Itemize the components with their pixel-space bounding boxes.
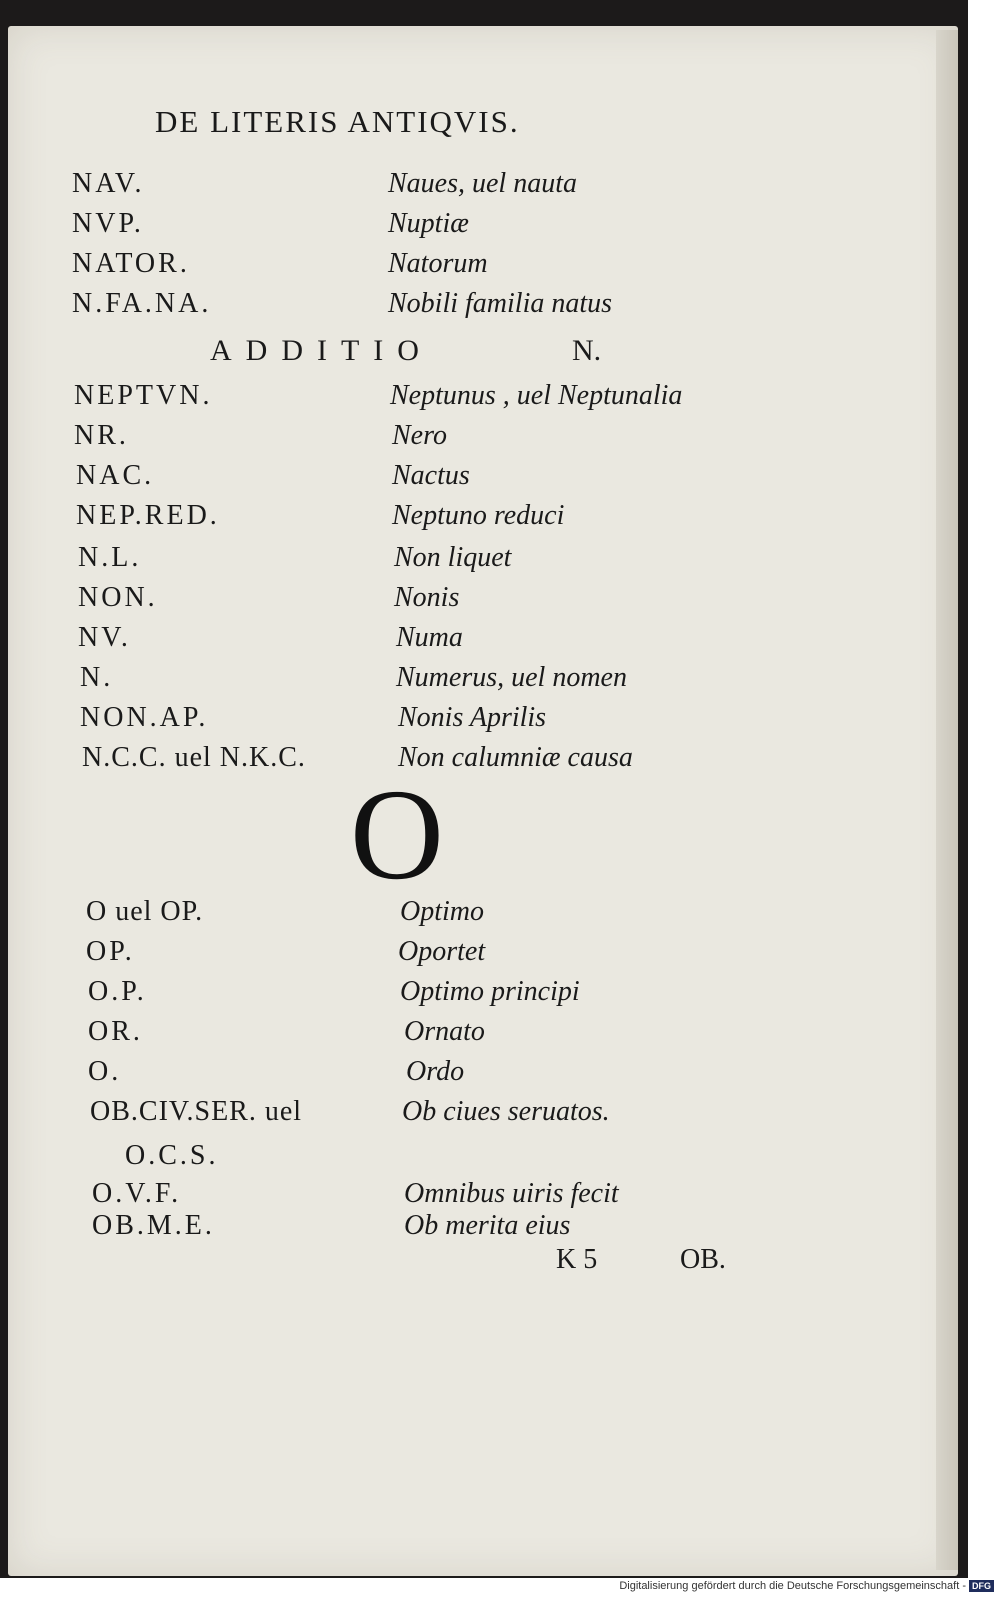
entry-meaning: Nactus xyxy=(392,460,470,491)
entry-abbreviation: O.P. xyxy=(88,976,147,1007)
entry-abbreviation: NAC. xyxy=(76,460,155,491)
entry-meaning: Omnibus uiris fecit xyxy=(404,1178,619,1209)
entry-meaning: Ob ciues seruatos. xyxy=(402,1096,610,1127)
footer-credit xyxy=(619,1580,994,1592)
entry-meaning: Non liquet xyxy=(394,542,512,573)
catchword: OB. xyxy=(680,1244,726,1275)
entry-abbreviation: NATOR. xyxy=(72,248,190,279)
entry-meaning: Ornato xyxy=(404,1016,485,1047)
additio-heading: ADDITIO xyxy=(210,334,433,367)
entry-abbreviation: N. xyxy=(80,662,114,693)
entry-abbreviation: O. xyxy=(88,1056,122,1087)
entry-meaning: Nonis xyxy=(394,582,460,613)
page-edge xyxy=(936,30,958,1570)
entry-abbreviation: O uel OP. xyxy=(86,896,204,927)
entry-meaning: Optimo xyxy=(400,896,484,927)
entry-abbreviation: O.V.F. xyxy=(92,1178,182,1209)
entry-meaning: Nobili familia natus xyxy=(388,288,613,319)
entry-meaning: Nonis Aprilis xyxy=(398,702,547,733)
footer-credit-text: Digitalisierung gefördert durch die Deutsche Forschungsgemeinschaft - xyxy=(619,1580,966,1592)
dfg-logo: DFG xyxy=(969,1580,994,1592)
entry-abbreviation: N.C.C. uel N.K.C. xyxy=(82,742,306,773)
entry-abbreviation: OB.M.E. xyxy=(92,1210,215,1241)
entry-abbreviation: NEP.RED. xyxy=(76,500,220,531)
entry-abbreviation: NAV. xyxy=(72,168,145,199)
entry-abbreviation: OB.CIV.SER. uel xyxy=(90,1096,303,1127)
entry-meaning: Natorum xyxy=(388,248,488,279)
entry-meaning: Oportet xyxy=(398,936,486,967)
entry-meaning: Nuptiæ xyxy=(388,208,469,239)
entry-abbreviation: OR. xyxy=(88,1016,143,1047)
entry-abbreviation: NV. xyxy=(78,622,131,653)
entry-meaning: Nero xyxy=(392,420,447,451)
entry-abbreviation: N.L. xyxy=(78,542,142,573)
entry-meaning: Ob merita eius xyxy=(404,1210,571,1241)
entry-meaning: Non calumniæ causa xyxy=(398,742,633,773)
entry-abbreviation: NR. xyxy=(74,420,129,451)
signature-mark: K 5 xyxy=(556,1244,598,1275)
entry-abbreviation: NVP. xyxy=(72,208,144,239)
entry-abbreviation: NEPTVN. xyxy=(74,380,213,411)
entry-meaning: Optimo principi xyxy=(400,976,580,1007)
entry-meaning: Neptunus , uel Neptunalia xyxy=(390,380,683,411)
entry-meaning: Neptuno reduci xyxy=(392,500,565,531)
entry-meaning: Numerus, uel nomen xyxy=(396,662,627,693)
entry-meaning: Numa xyxy=(396,622,463,653)
entry-meaning: Ordo xyxy=(406,1056,465,1087)
section-initial-o: O xyxy=(350,763,444,907)
entry-abbreviation: OP. xyxy=(86,936,135,967)
entry-abbreviation: NON.AP. xyxy=(80,702,209,733)
running-head: DE LITERIS ANTIQVIS. xyxy=(155,104,520,139)
entry-continuation: O.C.S. xyxy=(125,1140,219,1171)
entry-abbreviation: N.FA.NA. xyxy=(72,288,212,319)
entry-abbreviation: NON. xyxy=(78,582,158,613)
entry-meaning: Naues, uel nauta xyxy=(388,168,577,199)
additio-letter: N. xyxy=(572,334,602,367)
